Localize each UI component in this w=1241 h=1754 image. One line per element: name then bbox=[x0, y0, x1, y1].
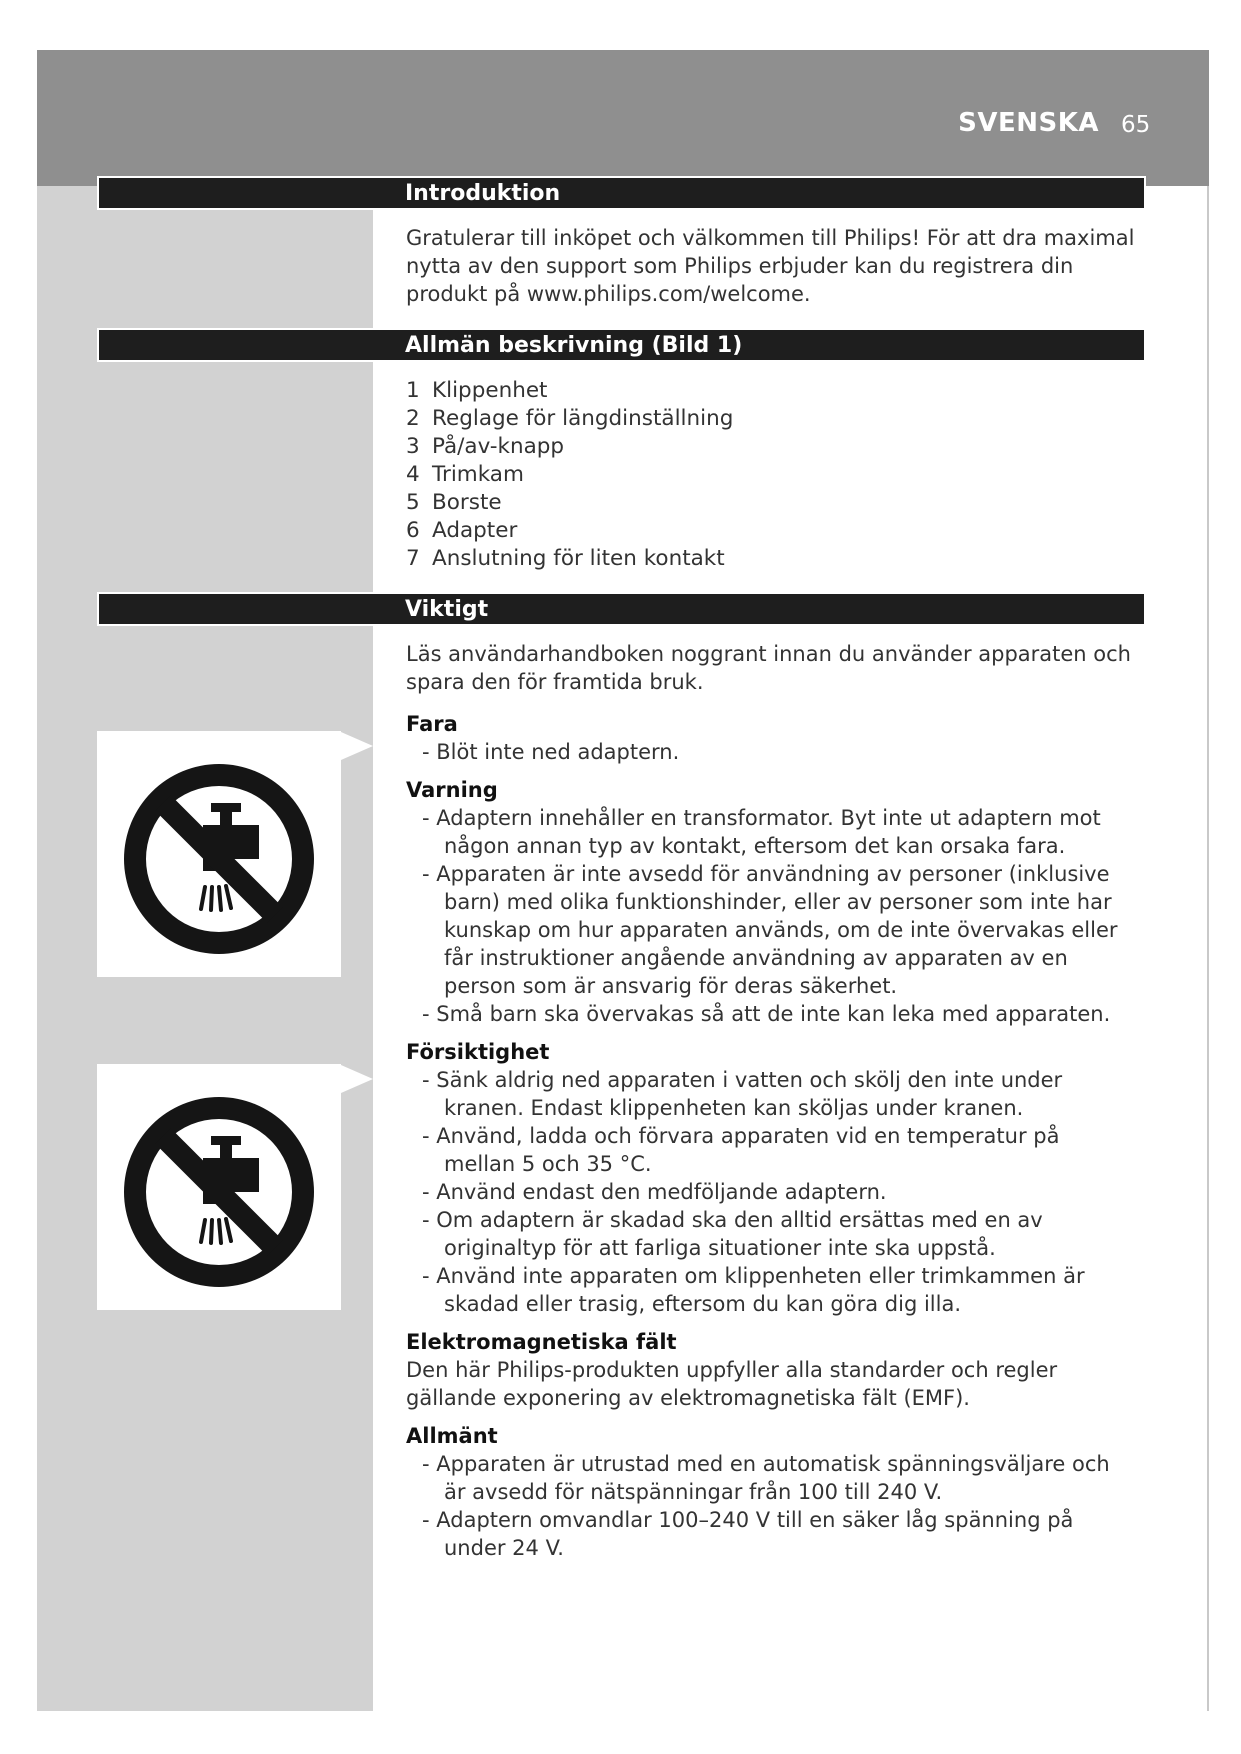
general-list bbox=[406, 1450, 1136, 1562]
important-intro: Läs användarhandboken noggrant innan du använder apparaten och spara den för framtida bruk. bbox=[406, 642, 1131, 694]
page-number: 65 bbox=[1121, 112, 1151, 138]
list-item-label: Anslutning för liten kontakt bbox=[432, 546, 725, 571]
list-item: - Sänk aldrig ned apparaten i vatten och skölj den inte under kranen. Endast klippenheten kan sköljas under kranen. bbox=[422, 1068, 1063, 1120]
list-item-number: 6 bbox=[406, 518, 420, 543]
emf-paragraph: Den här Philips-produkten uppfyller alla standarder och regler gällande exponering av elektromagnetiska fält (EMF). bbox=[406, 1358, 1058, 1410]
section-bar-important bbox=[97, 592, 1146, 626]
general-heading: Allmänt bbox=[406, 1424, 498, 1448]
list-item bbox=[406, 377, 733, 405]
list-item: - Adaptern omvandlar 100–240 V till en säker låg spänning på under 24 V. bbox=[422, 1508, 1074, 1560]
list-item: - Små barn ska övervakas så att de inte kan leka med apparaten. bbox=[422, 1002, 1111, 1026]
list-item-number: 5 bbox=[406, 490, 420, 515]
list-item: - Apparaten är utrustad med en automatisk spänningsväljare och är avsedd för nätspänningar från 100 till 240 V. bbox=[422, 1452, 1110, 1504]
list-item-label: Adapter bbox=[432, 518, 518, 543]
list-item: - Adaptern innehåller en transformator. Byt inte ut adaptern mot någon annan typ av kontakt, eftersom det kan orsaka fara. bbox=[422, 806, 1101, 858]
list-item bbox=[406, 405, 733, 433]
list-item-label: Trimkam bbox=[432, 462, 524, 487]
list-item: - Om adaptern är skadad ska den alltid ersättas med en av originaltyp för att farliga situationer inte ska uppstå. bbox=[422, 1208, 1043, 1260]
list-item: - Apparaten är inte avsedd för användning av personer (inklusive barn) med olika funktionshinder, eller av personer som inte har kunskap om hur apparaten används, om de inte övervakas eller får instruktioner angående användning av apparaten av en person som är ansvarig för deras säkerhet. bbox=[422, 862, 1118, 998]
caution-list bbox=[406, 1066, 1136, 1318]
intro-paragraph: Gratulerar till inköpet och välkommen till Philips! För att dra maximal nytta av den support som Philips erbjuder kan du registrera din produkt på www.philips.com/welcome. bbox=[406, 226, 1135, 306]
list-item-number: 4 bbox=[406, 462, 420, 487]
important-text-block bbox=[406, 640, 1136, 1562]
list-item bbox=[406, 489, 733, 517]
pictogram-pointer bbox=[341, 732, 373, 760]
header-language: SVENSKA bbox=[958, 108, 1099, 138]
caution-heading: Försiktighet bbox=[406, 1040, 550, 1064]
danger-heading: Fara bbox=[406, 712, 458, 736]
section-title-important: Viktigt bbox=[405, 597, 489, 622]
section-bar-overview bbox=[97, 328, 1146, 362]
list-item-number: 1 bbox=[406, 378, 420, 403]
no-water-tap-icon bbox=[119, 759, 319, 959]
intro-text-block bbox=[406, 224, 1136, 308]
list-item-label: På/av-knapp bbox=[432, 434, 565, 459]
list-item-label: Reglage för längdinställning bbox=[432, 406, 734, 431]
danger-list bbox=[406, 738, 1136, 766]
warning-pictogram-1 bbox=[97, 731, 341, 977]
parts-list bbox=[406, 377, 733, 573]
warning-heading: Varning bbox=[406, 778, 498, 802]
list-item-number: 2 bbox=[406, 406, 420, 431]
section-title-overview: Allmän beskrivning (Bild 1) bbox=[405, 333, 743, 358]
warning-pictogram-2 bbox=[97, 1064, 341, 1310]
list-item: - Använd inte apparaten om klippenheten eller trimkammen är skadad eller trasig, eftersom du kan göra dig illa. bbox=[422, 1264, 1085, 1316]
list-item bbox=[406, 461, 733, 489]
emf-heading: Elektromagnetiska fält bbox=[406, 1330, 677, 1354]
section-title-intro: Introduktion bbox=[405, 181, 561, 206]
list-item bbox=[406, 433, 733, 461]
list-item-number: 3 bbox=[406, 434, 420, 459]
list-item: - Använd endast den medföljande adaptern. bbox=[422, 1180, 887, 1204]
list-item-label: Klippenhet bbox=[432, 378, 548, 403]
list-item: - Blöt inte ned adaptern. bbox=[422, 740, 680, 764]
list-item bbox=[406, 517, 733, 545]
pictogram-pointer bbox=[341, 1065, 373, 1093]
list-item-number: 7 bbox=[406, 546, 420, 571]
list-item bbox=[406, 545, 733, 573]
list-item-label: Borste bbox=[432, 490, 502, 515]
section-bar-intro bbox=[97, 176, 1146, 210]
no-water-tap-icon bbox=[119, 1092, 319, 1292]
warning-list bbox=[406, 804, 1136, 1028]
list-item: - Använd, ladda och förvara apparaten vid en temperatur på mellan 5 och 35 °C. bbox=[422, 1124, 1060, 1176]
